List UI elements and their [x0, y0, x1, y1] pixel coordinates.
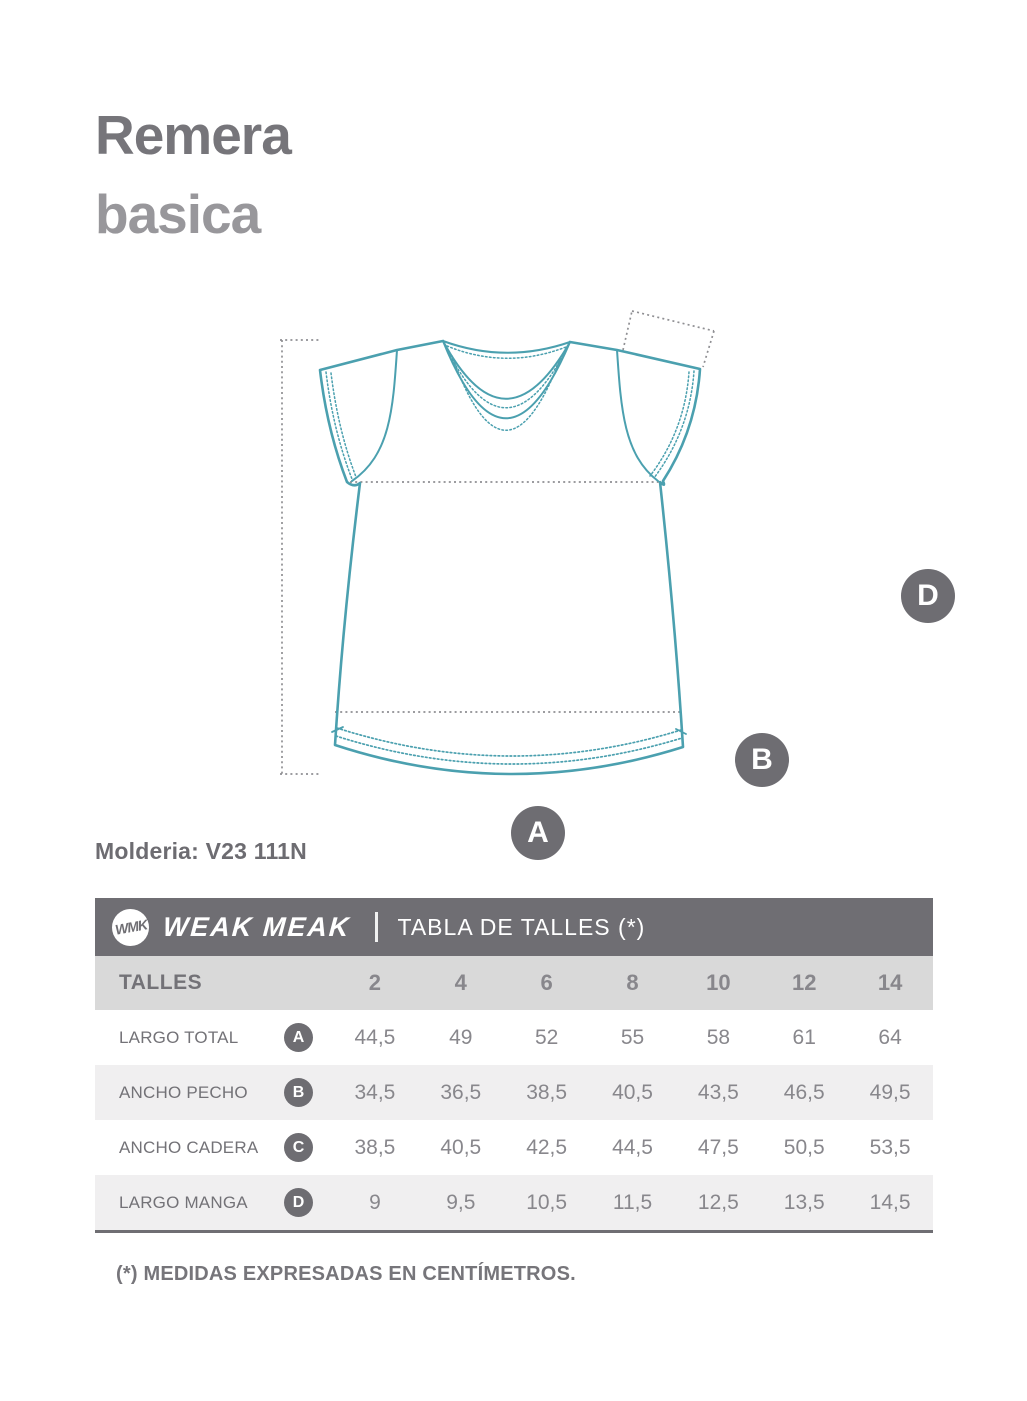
measure-point-b: B	[735, 733, 789, 787]
cell-value: 52	[534, 1025, 559, 1049]
cell-value: 10,5	[526, 1190, 568, 1214]
table-header-bar	[95, 898, 933, 956]
cell-value: 58	[706, 1025, 731, 1049]
size-col-8: 8	[626, 970, 639, 995]
table-row-largo-total	[95, 1010, 933, 1065]
row-label: LARGO MANGA	[119, 1192, 248, 1212]
table-row-ancho-cadera	[95, 1120, 933, 1175]
page-title-line1: Remera	[95, 104, 291, 166]
sizes-header-row	[95, 956, 933, 1010]
cell-value: 55	[620, 1025, 645, 1049]
tshirt-measurement-diagram	[255, 280, 939, 849]
measurement-lines	[280, 311, 714, 774]
brand-name: WEAK MEAK	[161, 911, 352, 942]
cell-value: 47,5	[697, 1135, 739, 1159]
row-letter-badge-d: D	[284, 1188, 313, 1217]
cell-value: 9,5	[446, 1190, 476, 1214]
units-footnote: (*) MEDIDAS EXPRESADAS EN CENTÍMETROS.	[116, 1263, 576, 1285]
cell-value: 11,5	[612, 1190, 653, 1214]
size-col-14: 14	[877, 970, 903, 995]
cell-value: 64	[878, 1025, 902, 1049]
row-letter-badge-a: A	[284, 1023, 313, 1052]
cell-value: 61	[792, 1025, 816, 1049]
row-letter-badge-b: B	[284, 1078, 313, 1107]
cell-value: 34,5	[354, 1080, 396, 1104]
cell-value: 49	[449, 1025, 473, 1049]
size-col-4: 4	[454, 970, 467, 995]
cell-value: 49,5	[869, 1080, 911, 1104]
row-label: ANCHO CADERA	[119, 1137, 259, 1157]
brand-logo-icon	[112, 909, 149, 946]
measure-point-a: A	[511, 806, 565, 860]
row-label: LARGO TOTAL	[119, 1027, 239, 1047]
size-table	[95, 898, 933, 1233]
cell-value: 44,5	[612, 1135, 653, 1159]
header-separator	[375, 912, 378, 942]
cell-value: 38,5	[354, 1135, 396, 1159]
tshirt-drawing	[255, 280, 735, 800]
row-letter-badge-c: C	[284, 1133, 313, 1162]
table-row-ancho-pecho	[95, 1065, 933, 1120]
cell-value: 50,5	[783, 1135, 825, 1159]
cell-value: 44,5	[354, 1025, 396, 1049]
tshirt-outline	[320, 341, 700, 774]
measure-point-d: D	[901, 569, 955, 623]
cell-value: 42,5	[526, 1135, 568, 1159]
page-title	[95, 96, 291, 254]
cell-value: 53,5	[869, 1135, 911, 1159]
cell-value: 14,5	[869, 1190, 911, 1214]
cell-value: 13,5	[783, 1190, 825, 1214]
table-title: TABLA DE TALLES (*)	[397, 913, 646, 940]
cell-value: 12,5	[697, 1190, 739, 1214]
cell-value: 43,5	[697, 1080, 739, 1104]
cell-value: 46,5	[783, 1080, 825, 1104]
cell-value: 40,5	[440, 1135, 482, 1159]
size-col-2: 2	[368, 970, 382, 995]
cell-value: 40,5	[612, 1080, 653, 1104]
cell-value: 9	[369, 1190, 381, 1214]
page-title-line2: basica	[95, 183, 261, 245]
size-col-10: 10	[706, 970, 731, 995]
cell-value: 38,5	[526, 1080, 568, 1104]
table-row-largo-manga	[95, 1175, 933, 1230]
size-col-12: 12	[791, 970, 817, 995]
row-label: ANCHO PECHO	[119, 1082, 248, 1102]
brand-monogram: WMK	[113, 916, 148, 938]
cell-value: 36,5	[440, 1080, 482, 1104]
pattern-code: Molderia: V23 111N	[95, 838, 307, 864]
sizes-header-label: TALLES	[119, 971, 203, 994]
size-col-6: 6	[540, 970, 553, 995]
